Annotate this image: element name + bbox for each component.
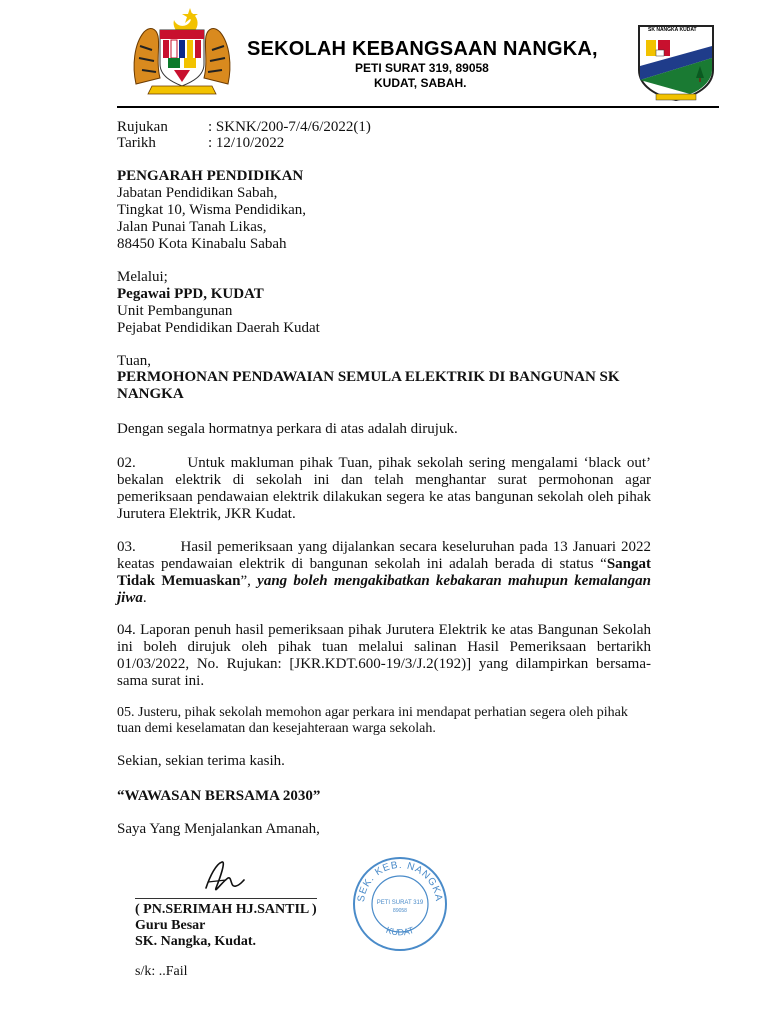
salutation: Tuan,: [117, 353, 152, 369]
tarikh-value: : 12/10/2022: [208, 135, 285, 151]
signatory-name: ( PN.SERIMAH HJ.SANTIL ): [135, 902, 317, 917]
recipient-line: 88450 Kota Kinabalu Sabah: [117, 236, 287, 252]
signatory-school: SK. Nangka, Kudat.: [135, 934, 256, 949]
paragraph-05: [117, 705, 628, 737]
stamp-ring-text: SEK. KEB. NANGKA: [355, 859, 445, 903]
via-title: Pegawai PPD, KUDAT: [117, 286, 264, 302]
subject: [117, 369, 620, 403]
p03-text-end: .: [142, 590, 147, 606]
p05-line: 05. Justeru, pihak sekolah memohon agar perkara ini mendapat perhatian segera oleh pihak: [117, 705, 628, 720]
via-line: Pejabat Pendidikan Daerah Kudat: [117, 320, 320, 336]
rujukan-value: : SKNK/200-7/4/6/2022(1): [208, 119, 371, 135]
rujukan-label: Rujukan: [117, 119, 168, 135]
paragraph-03: [117, 539, 651, 607]
via-line: Unit Pembangunan: [117, 303, 233, 319]
paragraph-04: 04. Laporan penuh hasil pemeriksaan pihak Jurutera Elektrik ke atas Bangunan Sekolah ini boleh dirujuk oleh pihak tuan melalui salinan Hasil Pemeriksaan bertarikh 01/03/2022, No. Rujukan: [JKR.KDT.600-19/3/J.2(192)] yang dilampirkan bersama-sama surat ini.: [117, 622, 651, 689]
p03-emphasis: Sangat Tidak Memuaskan: [117, 556, 651, 589]
p03-text: 03. Hasil pemeriksaan yang dijalankan secara keseluruhan pada 13 Januari 2022 keatas pendawaian elektrik di bangunan sekolah ini adalah berada di status “: [117, 539, 651, 572]
crest-label: SK NANGKA KUDAT: [648, 27, 697, 33]
school-stamp: [350, 852, 450, 952]
stamp-bottom-text: KUDAT: [384, 924, 416, 938]
via-label: Melalui;: [117, 269, 168, 285]
via-block: [117, 269, 320, 337]
motto: “WAWASAN BERSAMA 2030”: [117, 788, 321, 804]
address-line-1: PETI SURAT 319, 89058: [355, 61, 489, 75]
school-name: SEKOLAH KEBANGSAAN NANGKA,: [247, 38, 598, 60]
recipient-block: [117, 168, 306, 253]
signatory-position: Guru Besar: [135, 918, 206, 933]
recipient-line: Jalan Punai Tanah Likas,: [117, 219, 267, 235]
p03-text-mid: ”,: [240, 573, 258, 589]
recipient-line: Jabatan Pendidikan Sabah,: [117, 185, 278, 201]
subject-line-2: NANGKA: [117, 386, 184, 402]
address-line-2: KUDAT, SABAH.: [374, 76, 467, 90]
tarikh-label: Tarikh: [117, 135, 156, 151]
malaysia-coat-of-arms: [130, 6, 234, 98]
p03-warning: yang boleh mengakibatkan kebakaran mahupun kemalangan jiwa: [117, 573, 651, 606]
header-divider: [117, 106, 719, 108]
p05-line: tuan demi keselamatan dan kesejahteraan warga sekolah.: [117, 721, 436, 736]
signatory-block: [135, 902, 317, 950]
opening-paragraph: Dengan segala hormatnya perkara di atas adalah dirujuk.: [117, 421, 458, 437]
closing: Sekian, sekian terima kasih.: [117, 753, 285, 769]
recipient-line: Tingkat 10, Wisma Pendidikan,: [117, 202, 306, 218]
paragraph-02: 02. Untuk makluman pihak Tuan, pihak sekolah sering mengalami ‘black out’ bekalan elektrik di sekolah ini dan telah menghantar surat permohonan agar pemeriksaan pendawaian elektrik dilakukan segera ke atas bangunan sekolah oleh pihak Jurutera Elektrik, JKR Kudat.: [117, 455, 651, 522]
carbon-copy: s/k: ..Fail: [135, 964, 188, 979]
sign-off: Saya Yang Menjalankan Amanah,: [117, 821, 320, 837]
stamp-line-1: PETI SURAT 319: [376, 900, 424, 906]
recipient-title: PENGARAH PENDIDIKAN: [117, 168, 304, 184]
handwritten-signature: [196, 858, 246, 898]
stamp-line-2: 89058: [393, 908, 407, 914]
subject-line-1: PERMOHONAN PENDAWAIAN SEMULA ELEKTRIK DI BANGUNAN SK: [117, 369, 620, 385]
signature-line: [135, 898, 317, 899]
